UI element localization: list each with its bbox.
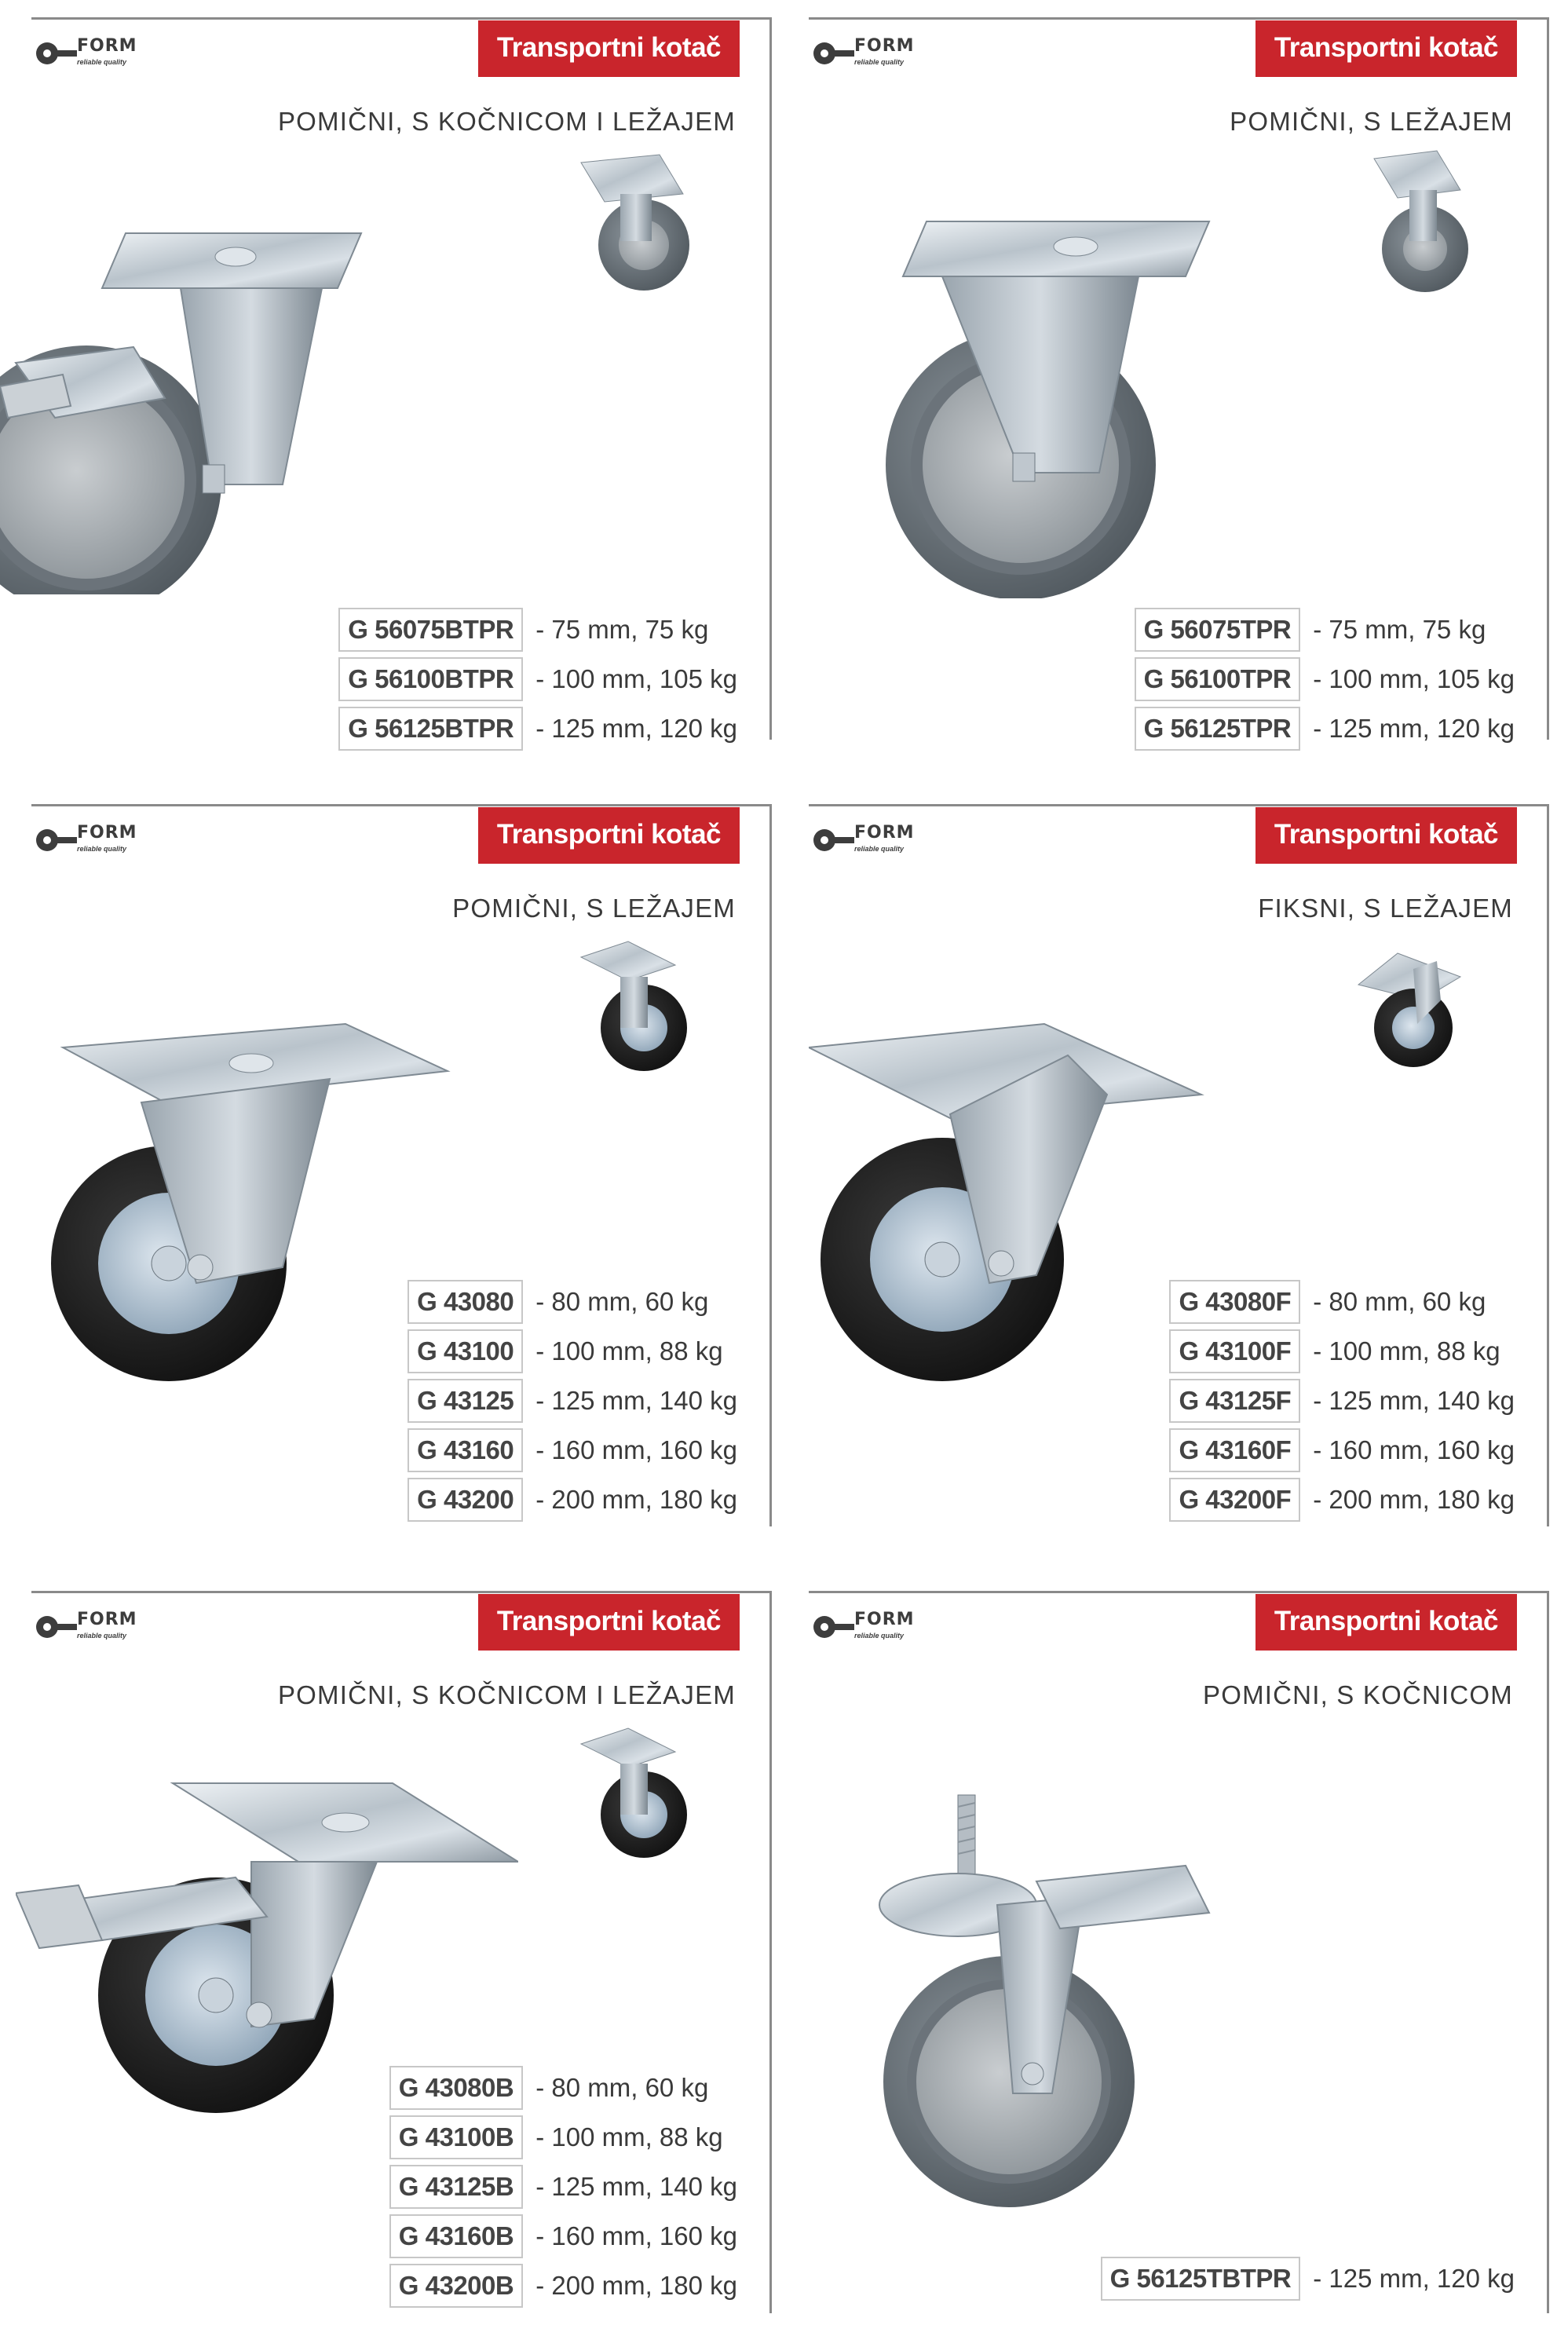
product-spec: - 100 mm, 88 kg <box>535 1336 723 1365</box>
product-code: G 43100 <box>408 1329 523 1373</box>
product-code: G 43080B <box>389 2066 523 2110</box>
product-spec: - 100 mm, 88 kg <box>1313 1336 1500 1365</box>
product-category-badge: Transportni kotač <box>478 807 740 864</box>
logo-wordmark: FORM <box>854 36 915 56</box>
logo-tagline: reliable quality <box>854 1632 905 1640</box>
spec-row <box>389 2063 737 2112</box>
product-panel-4 <box>809 804 1549 1526</box>
product-panel-2 <box>809 17 1549 743</box>
product-code: G 56100TPR <box>1135 657 1301 701</box>
panel-frame-right <box>769 17 772 740</box>
product-panel-1 <box>31 17 772 743</box>
logo-wordmark: FORM <box>854 1610 915 1629</box>
spec-row <box>1169 1475 1515 1524</box>
brand-logo <box>31 31 149 79</box>
product-spec: - 75 mm, 75 kg <box>1313 614 1486 644</box>
product-code: G 43200 <box>408 1478 523 1522</box>
spec-row <box>338 704 737 753</box>
spec-list <box>1135 605 1515 753</box>
product-code: G 43160B <box>389 2214 523 2258</box>
panel-frame-top <box>31 804 772 806</box>
product-category-badge: Transportni kotač <box>1255 20 1517 77</box>
caster-black-image <box>31 985 455 1393</box>
spec-list <box>1169 1277 1515 1524</box>
product-category-badge: Transportni kotač <box>478 20 740 77</box>
product-spec: - 160 mm, 160 kg <box>535 1435 737 1464</box>
logo-wordmark: FORM <box>77 1610 137 1629</box>
product-subtitle: POMIČNI, S KOČNICOM <box>1203 1680 1513 1709</box>
product-code: G 43125F <box>1169 1379 1300 1423</box>
product-subtitle: POMIČNI, S LEŽAJEM <box>452 894 736 923</box>
product-code: G 43160 <box>408 1428 523 1472</box>
product-panel-3 <box>31 804 772 1526</box>
spec-row <box>389 2261 737 2310</box>
product-code: G 56075BTPR <box>338 608 523 652</box>
spec-row <box>1169 1326 1515 1376</box>
logo-tagline: reliable quality <box>854 845 905 853</box>
product-spec: - 125 mm, 140 kg <box>1313 1385 1515 1415</box>
logo-tagline: reliable quality <box>854 58 905 66</box>
product-spec: - 80 mm, 60 kg <box>1313 1286 1486 1316</box>
product-spec: - 100 mm, 88 kg <box>535 2122 723 2151</box>
spec-row <box>408 1376 737 1425</box>
key-logo-icon <box>31 31 79 71</box>
caster-grey-image <box>840 174 1248 598</box>
spec-list <box>389 2063 737 2310</box>
key-logo-icon <box>31 818 79 857</box>
product-category-badge: Transportni kotač <box>1255 807 1517 864</box>
logo-tagline: reliable quality <box>77 1632 127 1640</box>
product-subtitle: FIKSNI, S LEŽAJEM <box>1258 894 1513 923</box>
product-code: G 56100BTPR <box>338 657 523 701</box>
spec-list <box>338 605 737 753</box>
spec-row <box>338 654 737 704</box>
key-logo-icon <box>809 818 856 857</box>
spec-row <box>389 2162 737 2211</box>
product-spec: - 80 mm, 60 kg <box>535 2072 709 2102</box>
product-code: G 43125B <box>389 2165 523 2209</box>
spec-row <box>408 1326 737 1376</box>
panel-frame-right <box>1547 804 1549 1526</box>
panel-frame-right <box>1547 17 1549 740</box>
spec-row <box>1135 704 1515 753</box>
product-spec: - 125 mm, 120 kg <box>535 713 737 743</box>
product-spec: - 100 mm, 105 kg <box>535 664 737 693</box>
spec-row <box>408 1425 737 1475</box>
key-logo-icon <box>31 1605 79 1644</box>
product-spec: - 200 mm, 180 kg <box>1313 1484 1515 1514</box>
product-code: G 43080F <box>1169 1280 1300 1324</box>
product-spec: - 125 mm, 140 kg <box>535 1385 737 1415</box>
brand-logo <box>809 31 927 79</box>
product-subtitle: POMIČNI, S KOČNICOM I LEŽAJEM <box>277 107 736 136</box>
product-subtitle: POMIČNI, S KOČNICOM I LEŽAJEM <box>277 1680 736 1709</box>
product-code: G 56125TPR <box>1135 707 1301 751</box>
spec-row <box>1169 1376 1515 1425</box>
product-spec: - 100 mm, 105 kg <box>1313 664 1515 693</box>
logo-wordmark: FORM <box>854 823 915 843</box>
brand-logo <box>809 1605 927 1652</box>
panel-frame-right <box>1547 1591 1549 2313</box>
product-code: G 56125TBTPR <box>1101 2257 1301 2301</box>
spec-row <box>389 2112 737 2162</box>
spec-row <box>1169 1425 1515 1475</box>
panel-frame-top <box>809 1591 1549 1593</box>
logo-wordmark: FORM <box>77 823 137 843</box>
product-spec: - 125 mm, 120 kg <box>1313 713 1515 743</box>
product-category-badge: Transportni kotač <box>478 1594 740 1651</box>
panel-frame-top <box>31 1591 772 1593</box>
product-panel-5 <box>31 1591 772 2313</box>
product-code: G 43200F <box>1169 1478 1300 1522</box>
product-spec: - 75 mm, 75 kg <box>535 614 709 644</box>
panel-frame-top <box>809 804 1549 806</box>
spec-row <box>408 1475 737 1524</box>
caster-thumbnail <box>565 934 699 1083</box>
product-code: G 56075TPR <box>1135 608 1301 652</box>
product-subtitle: POMIČNI, S LEŽAJEM <box>1230 107 1513 136</box>
product-code: G 43100B <box>389 2115 523 2159</box>
product-code: G 56125BTPR <box>338 707 523 751</box>
panel-frame-top <box>809 17 1549 20</box>
logo-tagline: reliable quality <box>77 845 127 853</box>
spec-row <box>389 2211 737 2261</box>
product-category-badge: Transportni kotač <box>1255 1594 1517 1651</box>
product-spec: - 200 mm, 180 kg <box>535 1484 737 1514</box>
spec-row <box>1101 2254 1515 2303</box>
panel-frame-top <box>31 17 772 20</box>
brand-logo <box>31 1605 149 1652</box>
spec-list <box>408 1277 737 1524</box>
logo-tagline: reliable quality <box>77 58 127 66</box>
product-code: G 43125 <box>408 1379 523 1423</box>
spec-list <box>1101 2254 1515 2303</box>
product-code: G 43200B <box>389 2264 523 2308</box>
product-spec: - 160 mm, 160 kg <box>1313 1435 1515 1464</box>
panel-frame-right <box>769 804 772 1526</box>
spec-row <box>338 605 737 654</box>
stem-caster-brake-grey-image <box>856 1779 1233 2219</box>
product-spec: - 125 mm, 120 kg <box>1313 2263 1515 2293</box>
spec-row <box>408 1277 737 1326</box>
caster-brake-grey-image <box>0 218 377 594</box>
product-code: G 43160F <box>1169 1428 1300 1472</box>
spec-row <box>1135 605 1515 654</box>
caster-thumbnail <box>565 1720 699 1870</box>
product-code: G 43100F <box>1169 1329 1300 1373</box>
product-code: G 43080 <box>408 1280 523 1324</box>
product-panel-6 <box>809 1591 1549 2313</box>
brand-logo <box>809 818 927 865</box>
logo-wordmark: FORM <box>77 36 137 56</box>
key-logo-icon <box>809 1605 856 1644</box>
caster-thumbnail <box>1351 143 1484 300</box>
product-spec: - 80 mm, 60 kg <box>535 1286 709 1316</box>
spec-row <box>1169 1277 1515 1326</box>
panel-frame-right <box>769 1591 772 2313</box>
key-logo-icon <box>809 31 856 71</box>
caster-thumbnail <box>1343 938 1476 1079</box>
caster-thumbnail <box>565 147 699 296</box>
brand-logo <box>31 818 149 865</box>
product-spec: - 125 mm, 140 kg <box>535 2171 737 2201</box>
product-spec: - 200 mm, 180 kg <box>535 2270 737 2300</box>
spec-row <box>1135 654 1515 704</box>
product-spec: - 160 mm, 160 kg <box>535 2221 737 2250</box>
